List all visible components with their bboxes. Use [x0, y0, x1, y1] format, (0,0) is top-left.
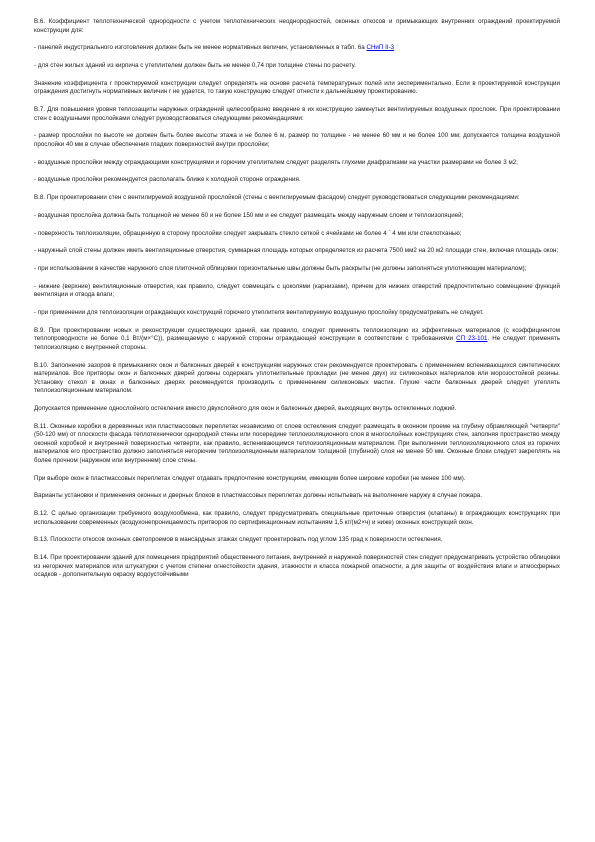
document-link[interactable]: СНиП II-3 [366, 44, 395, 52]
paragraph [34, 536, 560, 545]
paragraph-text: В.12. С целью организации требуемого воздухообмена, как правило, следует предусматривать специальные приточные отверстия (клапаны) в ограждающих конструкциях при использовании современных (воздухонепроницаемость притворов по сертификационным испытаниям 1,5 кг/(м2×ч) и ниже) оконных конструкций окон. [34, 510, 560, 526]
paragraph-text: - поверхность теплоизоляции, обращенную в сторону прослойки следует закрывать стекло сеткой с ячейками не более 4 ´ 4 мм или стеклотканью; [34, 229, 462, 237]
paragraph [34, 327, 560, 353]
paragraph [34, 106, 560, 123]
paragraph [34, 265, 560, 274]
paragraph-text: В.10. Заполнение зазоров в примыканиях окон и балконных дверей к конструкциям наружных стен рекомендуется проектировать с применением вспенивающихся синтетических материалов. Все притворы окон и балконных дверей должны содержать уплотнительные прокладки (не менее двух) из силиконовых материалов или морозостойкой резины. Установку стекол в окнах и балконных дверях рекомендуется производить с применением силиконовых мастик. Глухие части балконных дверей следует утеплять теплоизоляционным материалом. [34, 361, 560, 395]
paragraph-text: Значение коэффициента r проектируемой конструкции следует определять на основе расчета температурных полей или экспериментально. Если в проектируемой конструкции ограждения достигнуть нормативных величин r не удается, то такую конструкцию следует отнести к дальнейшему проектированию. [34, 79, 560, 96]
paragraph [34, 405, 560, 414]
paragraph-text: - воздушные прослойки между ограждающими конструкциями и горючим утеплителем следует разделять глухими диафрагмами на участки размерами не более 3 м2; [34, 158, 518, 166]
paragraph-text: - нижние (верхние) вентиляционные отверстия, как правило, следует совмещать с цоколями (карнизами), причем для нижних отверстий предпочтительно совмещение функций вентиляции и отвода влаги; [34, 282, 560, 299]
paragraph-text: - размер прослойки по высоте не должен быть более высоты этажа и не более 6 м, размер по толщине - не менее 60 мм и не более 100 мм; допускается толщина воздушной прослойки 40 мм в случае обеспечения гладких поверхностей внутри прослойки; [34, 132, 560, 148]
paragraph [34, 247, 560, 256]
paragraph [34, 492, 560, 501]
paragraph [34, 132, 560, 149]
paragraph-text: В.11. Оконные коробки в деревянных или пластмассовых переплетах независимо от слоев остекления следует размещать в оконном проеме на глубину обрамляющей "четверти" (50-120 мм) от плоскости фасада теплотехнически однородной стены или посередине теплоизоляционного слоя в многослойных конструкциях стен, заполняя пространство между оконной коробкой и внутренней поверхностью четверти, как правило, вспенивающимся теплоизоляционным материалом. При выполнении теплоизоляционного слоя из горючих материалов его пространство должно заполняться негорючим теплоизоляционным материалом толщиной (глубиной) слоя не менее 50 мм. Оконные блоки следует закреплять на более прочном (наружном или внутреннем) слое стены. [34, 422, 560, 464]
paragraph [34, 176, 560, 185]
paragraph [34, 309, 560, 318]
paragraph [34, 18, 560, 35]
paragraph [34, 194, 560, 203]
paragraph-text: . Не следует применять теплоизоляцию с внутренней стороны. [34, 335, 560, 351]
paragraph-text: В.8. При проектировании стен с вентилируемой воздушной прослойкой (стены с вентилируемым фасадом) следует руководствоваться следующими рекомендациями: [34, 194, 520, 202]
paragraph-text: В.7. Для повышения уровня теплозащиты наружных ограждений целесообразно введение в их конструкцию замкнутых вентилируемых воздушных прослоек. При проектировании стен с воздушными прослойками следует руководствоваться следующими рекомендациями: [34, 106, 560, 122]
paragraph [34, 423, 560, 466]
paragraph-text: В.9. При проектировании новых и реконструкции существующих зданий, как правило, следует применять теплоизоляцию из эффективных материалов (с коэффициентом теплопроводности не более 0,1 Вт/(м×°С)), размещаемую с наружной стороны ограждающей конструкции в соответствии с требованиями [34, 326, 560, 343]
document-link[interactable]: СП 23-101 [456, 335, 488, 343]
paragraph [34, 283, 560, 300]
paragraph-text: - панелей индустриального изготовления должен быть не менее нормативных величин, установленных в табл. 6а [34, 44, 367, 52]
paragraph-text: В.13. Плоскости откосов оконных светопроемов в мансардных этажах следует проектировать под углом 135 град к поверхности остекления. [34, 536, 443, 544]
paragraph-text: - для стен жилых зданий из кирпича с утеплителем должен быть не менее 0,74 при толщине стены по расчету. [34, 62, 356, 70]
paragraph [34, 510, 560, 527]
paragraph [34, 475, 560, 484]
paragraph [34, 554, 560, 580]
paragraph-text: В.6. Коэффициент теплотехнической однородности с учетом теплотехнических неоднородностей, оконных откосов и примыкающих внутренних ограждений проектируемой конструкции для: [34, 18, 560, 34]
paragraph-text: Варианты установки и применения оконных и дверных блоков в пластмассовых переплетах должны испытывать на выполнение наружу в случае пожара. [34, 492, 483, 500]
paragraph-text: - наружный слой стены должен иметь вентиляционные отверстия, суммарная площадь которых определяется из расчета 7500 мм2 на 20 м2 площади стен, включая площадь окон; [34, 247, 559, 255]
paragraph [34, 62, 560, 71]
paragraph-text: В.14. При проектировании зданий для помещения предприятий общественного питания, внутренней и наружной поверхностей стен следует предусматривать устройство облицовки из негорючих материалов или штукатурки с учетом степени огнестойкости здания, этажности и класса пожарной опасности, а для защиты от воздействия влаги и атмосферных осадков - дополнительную окраску водоустойчивыми [34, 554, 560, 579]
paragraph-text: При выборе окон в пластмассовых переплетах следует отдавать предпочтение конструкциям, имеющим более широкие коробки (не менее 100 мм). [34, 474, 466, 482]
paragraph [34, 362, 560, 396]
paragraph-text: - при применении для теплоизоляции ограждающих конструкций горючего утеплителя вентилируемую воздушную прослойку предусматривать не следует. [34, 309, 484, 317]
paragraph-text: - воздушные прослойки рекомендуется располагать ближе к холодной стороне ограждения. [34, 176, 301, 184]
paragraph [34, 159, 560, 168]
paragraph [34, 44, 560, 53]
paragraph [34, 230, 560, 239]
document-page [34, 18, 560, 589]
paragraph [34, 212, 560, 221]
paragraph-text: - при использовании в качестве наружного слоя плиточной облицовки горизонтальные швы должны быть раскрыты (не должны заполняться уплотняющим материалом); [34, 265, 527, 272]
paragraph-text: Допускается применение однослойного остекления вместо двухслойного для окон и балконных дверей, выходящих внутрь остекленных лоджий. [34, 404, 457, 412]
paragraph-text: - воздушная прослойка должна быть толщиной не менее 60 и не более 150 мм и ее следует размещать между наружным слоем и теплоизоляцией; [34, 211, 464, 219]
paragraph [34, 80, 560, 97]
